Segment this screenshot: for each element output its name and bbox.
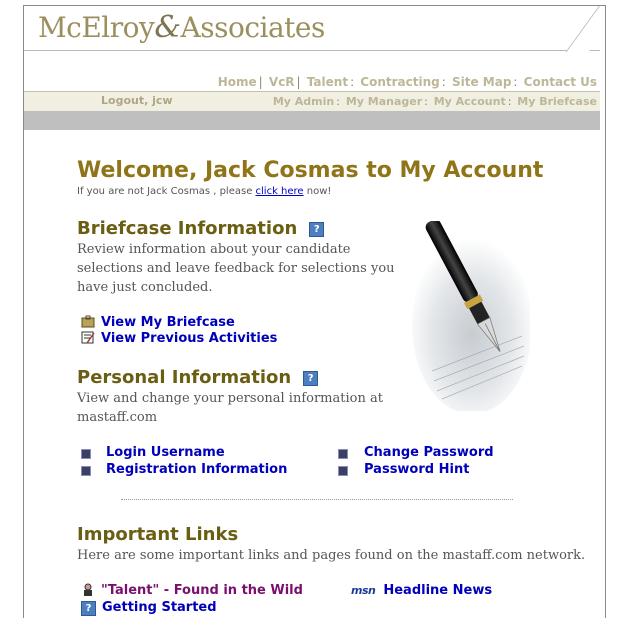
important-links-description: Here are some important links and pages found on the mastaff.com network. (77, 548, 586, 563)
nav-vcr[interactable]: VcR (268, 75, 295, 89)
person-icon (81, 583, 95, 596)
briefcase-heading-text: Briefcase Information (77, 218, 298, 239)
notepad-icon (81, 331, 95, 344)
headline-news-link[interactable] (351, 583, 492, 598)
briefcase-description: Review information about your candidate selections and leave feedback for selections you have just concluded. (77, 242, 395, 295)
help-icon: ? (81, 601, 96, 616)
change-password-link[interactable]: Change Password (364, 445, 494, 460)
header-slant-decoration (566, 5, 606, 52)
talent-found-in-the-wild-link[interactable] (81, 583, 303, 598)
nav-my-account[interactable]: My Account (433, 95, 506, 108)
getting-started-link[interactable] (81, 600, 217, 616)
logo-text-1: McElroy (38, 11, 155, 44)
nav-contact-us[interactable]: Contact Us (523, 75, 597, 89)
nav-contracting[interactable]: Contracting (360, 75, 440, 89)
bullet-icon (338, 466, 348, 476)
page-title: Welcome, Jack Cosmas to My Account (77, 158, 544, 183)
nav-separator: : (424, 95, 428, 108)
nav-separator: : (336, 95, 340, 108)
nav-talent[interactable]: Talent (306, 75, 349, 89)
logout-link[interactable]: Logout, jcw (101, 94, 173, 107)
nav-separator: | (258, 75, 263, 89)
not-you-notice (77, 186, 331, 197)
nav-separator: : (441, 75, 446, 89)
view-my-briefcase-link[interactable] (81, 315, 235, 330)
personal-heading (77, 367, 318, 388)
dotted-divider (121, 499, 513, 500)
help-icon[interactable]: ? (309, 222, 324, 237)
view-my-briefcase-label: View My Briefcase (101, 315, 235, 330)
logo-amp: & (154, 10, 181, 45)
fountain-pen-image (412, 221, 530, 411)
important-links-heading: Important Links (77, 524, 239, 545)
nav-site-map[interactable]: Site Map (451, 75, 512, 89)
view-previous-activities-link[interactable] (81, 331, 277, 346)
click-here-link[interactable]: click here (255, 186, 304, 197)
gray-divider-bar (24, 111, 600, 130)
nav-my-admin[interactable]: My Admin (272, 95, 335, 108)
account-navigation (273, 95, 597, 108)
personal-heading-text: Personal Information (77, 367, 292, 388)
personal-description: View and change your personal information at mastaff.com (77, 391, 383, 425)
nav-my-briefcase[interactable]: My Briefcase (517, 95, 597, 108)
not-you-text: If you are not Jack Cosmas , please (77, 186, 256, 197)
nav-home[interactable]: Home (217, 75, 257, 89)
top-navigation (218, 75, 597, 89)
view-previous-activities-label: View Previous Activities (101, 331, 278, 346)
password-hint-link[interactable]: Password Hint (364, 462, 470, 477)
logo-text-2: Associates (180, 11, 325, 44)
not-you-suffix: now! (303, 186, 332, 197)
nav-my-manager[interactable]: My Manager (345, 95, 423, 108)
nav-separator: : (350, 75, 355, 89)
briefcase-icon (81, 315, 95, 328)
nav-separator: : (507, 95, 512, 108)
msn-logo-icon: msn (351, 584, 376, 597)
bullet-icon (81, 449, 91, 459)
nav-separator: | (296, 75, 301, 89)
login-username-link[interactable]: Login Username (106, 445, 225, 460)
bullet-icon (338, 449, 348, 459)
header-logo-area (24, 6, 600, 51)
page-frame (23, 5, 606, 618)
briefcase-heading (77, 218, 324, 239)
talent-link-label: "Talent" - Found in the Wild (101, 583, 303, 598)
company-logo[interactable] (38, 10, 325, 45)
bullet-icon (81, 466, 91, 476)
headline-news-label: Headline News (383, 583, 493, 598)
nav-separator: : (513, 75, 518, 89)
help-icon[interactable]: ? (303, 371, 318, 386)
registration-information-link[interactable]: Registration Information (106, 462, 288, 477)
getting-started-label: Getting Started (102, 600, 217, 615)
